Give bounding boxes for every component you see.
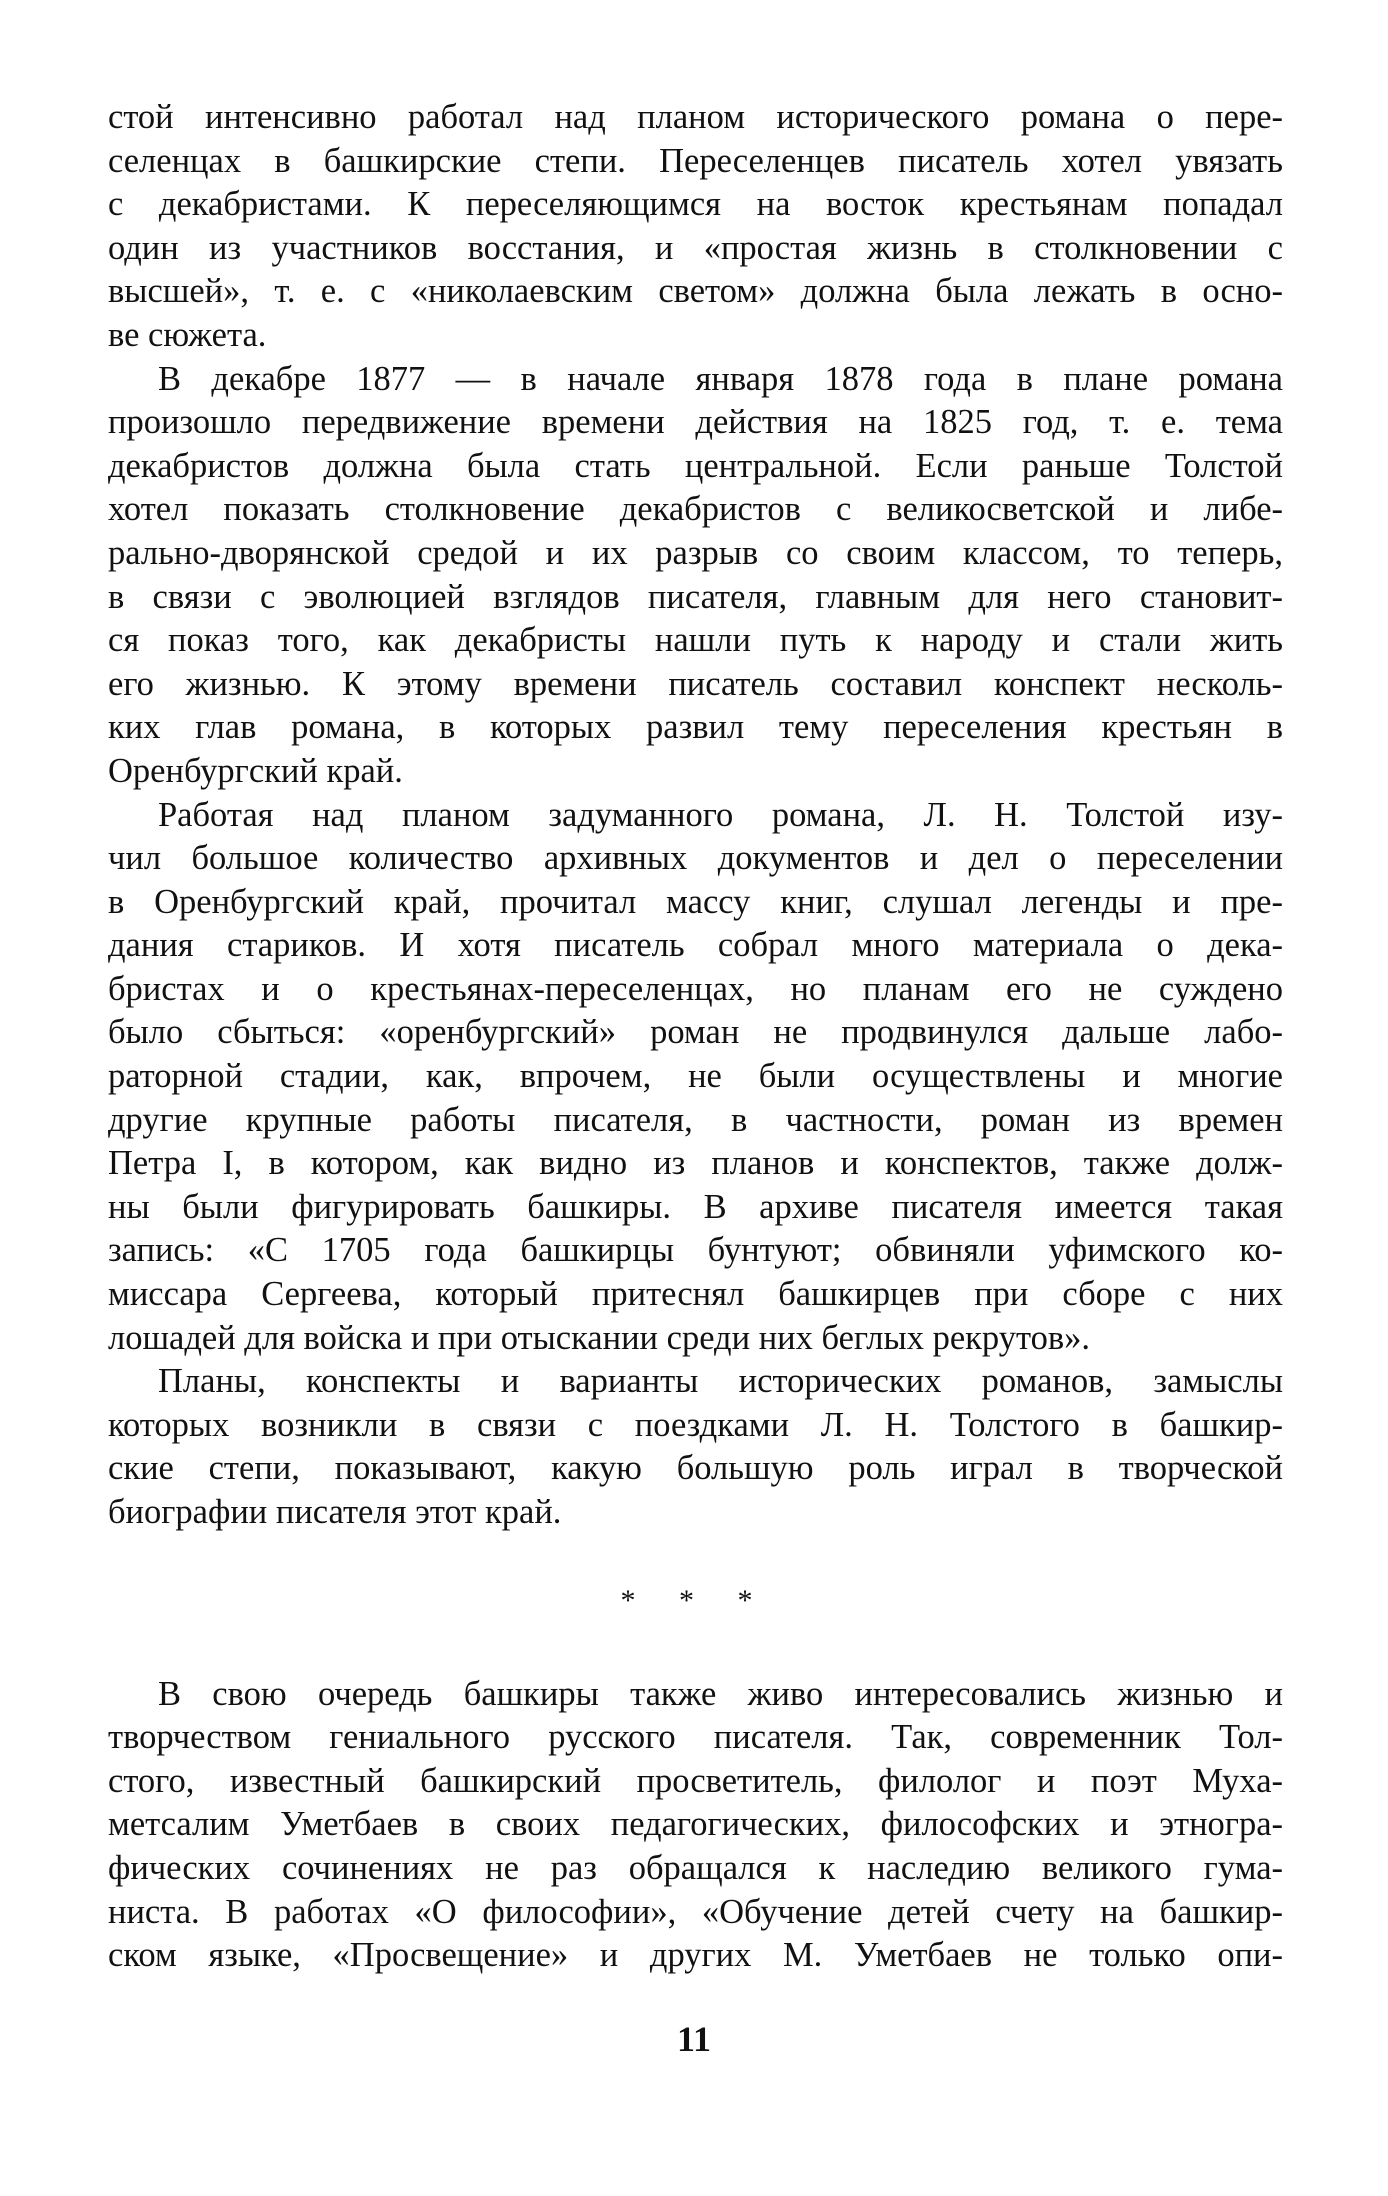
text-line: чил большое количество архивных документов и дел о переселении bbox=[108, 839, 1283, 878]
text-line: ся показ того, как декабристы нашли путь к народу и стали жить bbox=[108, 621, 1283, 660]
text-line: ском языке, «Просвещение» и других М. Уметбаев не только опи- bbox=[108, 1936, 1283, 1975]
text-line: миссара Сергеева, который притеснял башкирцев при сборе с них bbox=[108, 1275, 1283, 1314]
text-line: ны были фигурировать башкиры. В архиве писателя имеется такая bbox=[108, 1187, 1283, 1226]
text-line: которых возникли в связи с поездками Л. Н. Толстого в башкир- bbox=[108, 1405, 1283, 1444]
text-line: произошло передвижение времени действия на 1825 год, т. е. тема bbox=[108, 403, 1283, 442]
section-separator: * * * bbox=[620, 1583, 771, 1617]
text-line: было сбыться: «оренбургский» роман не продвинулся дальше лабо- bbox=[108, 1013, 1283, 1052]
text-line: запись: «С 1705 года башкирцы бунтуют; обвиняли уфимского ко- bbox=[108, 1231, 1283, 1270]
paragraph bbox=[108, 794, 1283, 1361]
paragraph bbox=[108, 358, 1283, 794]
text-line: один из участников восстания, и «простая жизнь в столкновении с bbox=[108, 228, 1283, 267]
text-line: Работая над планом задуманного романа, Л. Н. Толстой изу- bbox=[158, 795, 1283, 834]
page-body bbox=[108, 96, 1283, 1978]
text-line: Оренбургский край. bbox=[108, 751, 403, 790]
text-line: ниста. В работах «О философии», «Обучение детей счету на башкир- bbox=[108, 1892, 1283, 1931]
text-line: его жизнью. К этому времени писатель составил конспект несколь- bbox=[108, 664, 1283, 703]
text-line: биографии писателя этот край. bbox=[108, 1493, 562, 1531]
text-line: стой интенсивно работал над планом исторического романа о пере- bbox=[108, 98, 1283, 136]
paragraph bbox=[108, 96, 1283, 358]
text-line: в связи с эволюцией взглядов писателя, главным для него становит- bbox=[108, 577, 1283, 616]
text-line: в Оренбургский край, прочитал массу книг, слушал легенды и пре- bbox=[108, 882, 1283, 921]
text-line: другие крупные работы писателя, в частности, роман из времен bbox=[108, 1100, 1283, 1139]
final-paragraph bbox=[108, 1673, 1283, 1978]
text-line: бристах и о крестьянах-переселенцах, но планам его не суждено bbox=[108, 969, 1283, 1008]
text-line: стого, известный башкирский просветитель, филолог и поэт Муха- bbox=[108, 1761, 1283, 1800]
text-line: лошадей для войска и при отыскании среди них беглых рекрутов». bbox=[108, 1318, 1090, 1357]
text-line: творчеством гениального русского писателя. Так, современник Тол- bbox=[108, 1718, 1283, 1757]
text-line: с декабристами. К переселяющимся на восток крестьянам попадал bbox=[108, 185, 1283, 224]
text-line: Петра I, в котором, как видно из планов и конспектов, также долж- bbox=[108, 1144, 1283, 1183]
text-line: Планы, конспекты и варианты исторических романов, замыслы bbox=[158, 1362, 1283, 1401]
main-text bbox=[108, 96, 1283, 1535]
text-line: высшей», т. е. с «николаевским светом» должна была лежать в осно- bbox=[108, 272, 1283, 311]
text-line: декабристов должна была стать центральной. Если раньше Толстой bbox=[108, 446, 1283, 485]
text-line: метсалим Уметбаев в своих педагогических, философских и этногра- bbox=[108, 1805, 1283, 1844]
text-line: ких глав романа, в которых развил тему переселения крестьян в bbox=[108, 708, 1283, 747]
text-line: В свою очередь башкиры также живо интересовались жизнью и bbox=[158, 1674, 1283, 1713]
text-line: селенцах в башкирские степи. Переселенцев писатель хотел увязать bbox=[108, 141, 1283, 180]
text-line: хотел показать столкновение декабристов с великосветской и либе- bbox=[108, 490, 1283, 529]
text-line: рально-дворянской средой и их разрыв со своим классом, то теперь, bbox=[108, 533, 1283, 572]
text-line: В декабре 1877 — в начале января 1878 года в плане романа bbox=[158, 359, 1283, 398]
text-line: ве сюжета. bbox=[108, 315, 267, 354]
text-line: ские степи, показывают, какую большую роль играл в творческой bbox=[108, 1449, 1283, 1488]
text-line: раторной стадии, как, впрочем, не были осуществлены и многие bbox=[108, 1057, 1283, 1096]
text-line: дания стариков. И хотя писатель собрал много материала о дека- bbox=[108, 926, 1283, 965]
text-line: фических сочинениях не раз обращался к наследию великого гума- bbox=[108, 1848, 1283, 1887]
page-number: 11 bbox=[676, 2019, 711, 2059]
paragraph bbox=[108, 1360, 1283, 1534]
